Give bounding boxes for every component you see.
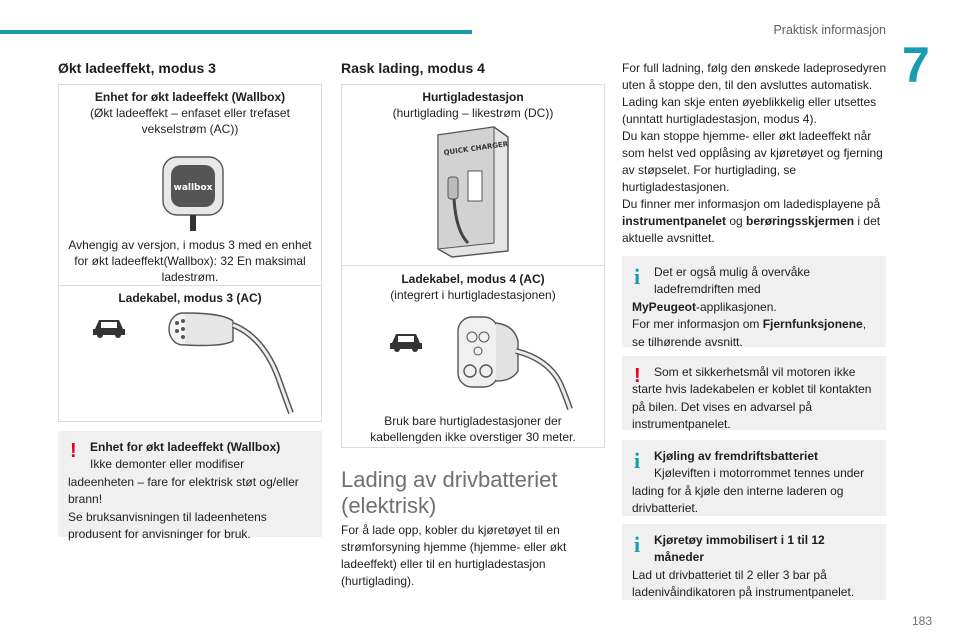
exclamation-icon: !: [634, 365, 641, 387]
info1-app-suffix: -applikasjonen.: [696, 299, 777, 314]
cable-mode4-title: Ladekabel, modus 4 (AC): [401, 272, 545, 286]
station-cell: [342, 89, 604, 121]
info-icon: i: [634, 448, 641, 473]
mode4-table: [341, 84, 605, 448]
info1-more-text: For mer informasjon om: [632, 317, 763, 332]
heading-mode4: Rask lading, modus 4: [341, 60, 485, 76]
info-icon: i: [634, 532, 641, 557]
more-info-text: Du finner mer informasjon om ladedisplayene på: [622, 197, 881, 212]
header-accent-bar: [0, 30, 472, 34]
info1-more-suffix: , se tilhørende avsnitt.: [632, 317, 867, 349]
cable-mode4-cell: [342, 271, 604, 303]
warning-title: Enhet for økt ladeeffekt (Wallbox): [90, 440, 281, 454]
heading-mode3: Økt ladeeffekt, modus 3: [58, 60, 216, 76]
chapter-number: 7: [902, 37, 930, 93]
wallbox-caption: Avhengig av versjon, i modus 3 med en enhet for økt ladeeffekt(Wallbox): 32 En maksimal ladestrøm.: [68, 238, 312, 285]
info1-line1: Det er også mulig å overvåke: [654, 265, 811, 279]
cable-mode3-title: Ladekabel, modus 3 (AC): [118, 291, 262, 305]
station-subtitle: (hurtiglading – likestrøm (DC)): [392, 106, 554, 121]
info-icon: i: [634, 264, 641, 289]
engine-safety-warning-note: [622, 356, 886, 430]
more-info-text-mid: og: [726, 214, 747, 229]
info1-line2: ladefremdriften med: [654, 282, 761, 297]
wallbox-cell: [59, 89, 321, 138]
cable-mode4-subtitle: (integrert i hurtigladestasjonen): [390, 288, 556, 303]
table-divider: [342, 265, 604, 266]
charging-intro-paragraph: For å lade opp, kobler du kjøretøyet til en strømforsyning hjemme (hjemme- eller økt ladeeffekt) eller til en hurtigladestasjon (hurtiglading).: [341, 523, 567, 589]
mypeugeot-app-name: MyPeugeot: [632, 299, 697, 314]
section-title-charging: Lading av drivbatteriet (elektrisk): [341, 467, 558, 519]
cable-mode4-caption: Bruk bare hurtigladestasjoner der kabellengden ikke overstiger 30 meter.: [370, 414, 576, 445]
info3-text: Lad ut drivbatteriet til 2 eller 3 bar på ladenivåindikatoren på instrumentpanelet.: [632, 567, 855, 600]
section-header-title: Praktisk informasjon: [773, 23, 886, 37]
table-divider: [59, 285, 321, 286]
touchscreen-ref: berøringsskjermen: [746, 214, 855, 229]
exclamation-icon: !: [70, 440, 77, 462]
immobilised-vehicle-info-note: [622, 524, 886, 600]
info2-text: lading for å kjøle den interne laderen og drivbatteriet.: [632, 483, 844, 516]
mypeugeot-info-note: [622, 256, 886, 347]
warning-line1: Ikke demonter eller modifiser: [90, 457, 245, 472]
battery-cooling-info-note: [622, 440, 886, 516]
quick-charger-station-illustration: [434, 125, 514, 259]
wallbox-illustration: [159, 153, 229, 235]
right-column-text: [622, 60, 888, 247]
type2-connector-illustration: [163, 307, 313, 417]
warn2-line1: Som et sikkerhetsmål vil motoren ikke: [654, 365, 856, 379]
cable-mode3-cell: [59, 290, 321, 306]
station-sign-text: QUICK CHARGER: [443, 140, 509, 157]
info3-title: Kjøretøy immobilisert i 1 til 12 måneder: [654, 533, 825, 565]
warning-line3: Se bruksanvisningen til ladeenhetens produsent for anvisninger for bruk.: [68, 509, 267, 541]
car-icon: [89, 311, 129, 341]
car-icon: [386, 325, 426, 355]
mode3-table: [58, 84, 322, 422]
stop-charge-paragraph: Du kan stoppe hjemme- eller økt ladeeffekt når som helst ved opplåsing av kjøretøyet og fjerning av støpselet. For hurtiglading, se hurtigladestasjonen.: [622, 129, 883, 195]
wallbox-title: Enhet for økt ladeeffekt (Wallbox): [94, 90, 286, 104]
ccs-connector-illustration: [452, 311, 582, 411]
wallbox-subtitle: (Økt ladeeffekt – enfaset eller trefaset vekselstrøm (AC)): [90, 106, 290, 137]
station-title: Hurtigladestasjon: [422, 90, 524, 104]
wallbox-logo-text: wallbox: [173, 183, 213, 193]
warn2-text: starte hvis ladekabelen er koblet til kontakten på bilen. Det vises en advarsel på instrumentpanelet.: [632, 382, 872, 432]
info2-line1: Kjøleviften i motorrommet tennes under: [654, 466, 865, 481]
full-charge-paragraph: For full ladning, følg den ønskede ladeprosedyren uten å stoppe den, til den avsluttes automatisk. Lading kan skje enten øyeblikkelig eller utsettes (unntatt hurtigladestasjon, modus 4).: [622, 61, 887, 127]
remote-functions-ref: Fjernfunksjonene: [762, 317, 863, 332]
warning-text: ladeenheten – fare for elektrisk støt og/eller brann!: [68, 474, 299, 507]
info2-title: Kjøling av fremdriftsbatteriet: [654, 449, 819, 463]
more-info-text-end: i det aktuelle avsnittet.: [622, 214, 881, 246]
wallbox-warning-note: [58, 431, 322, 541]
instrument-panel-ref: instrumentpanelet: [622, 214, 727, 229]
page-number: 183: [911, 614, 932, 628]
